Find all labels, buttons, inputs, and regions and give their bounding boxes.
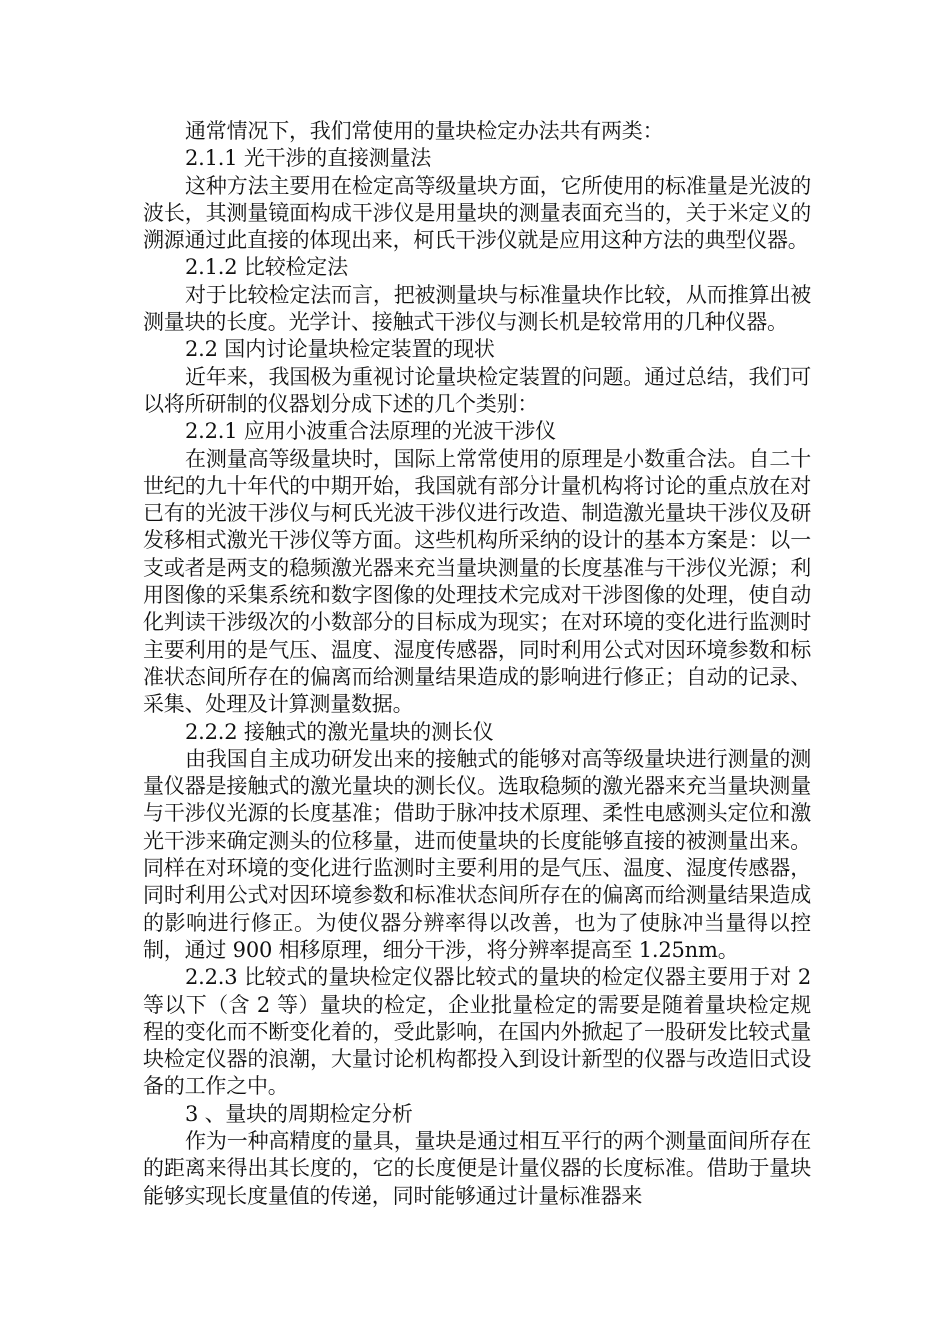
paragraph-periodic-verification: 作为一种高精度的量具，量块是通过相互平行的两个测量面间所存在的距离来得出其长度的，它的长度便是计量仪器的长度标准。借助于量块能够实现长度量值的传递，同时能够通过计量标准器来 (143, 1128, 811, 1208)
paragraph-comparison-method: 对于比较检定法而言，把被测量块与标准量块作比较，从而推算出被测量块的长度。光学计、接触式干涉仪与测长机是较常用的几种仪器。 (143, 282, 811, 335)
paragraph-domestic-status: 近年来，我国极为重视讨论量块检定装置的问题。通过总结，我们可以将所研制的仪器划分成下述的几个类别： (143, 364, 811, 416)
heading-2-1-2: 2.1.2 比较检定法 (185, 255, 348, 280)
heading-3: 3 、量块的周期检定分析 (185, 1101, 413, 1126)
paragraph-intro: 通常情况下，我们常使用的量块检定办法共有两类： (185, 119, 664, 143)
paragraph-comparison-instrument: 2.2.3 比较式的量块检定仪器比较式的量块的检定仪器主要用于对 2 等以下（含 2 等）量块的检定，企业批量检定的需要是随着量块检定规程的变化而不断变化着的，受此影响，在国内外掀起了一股研发比较式量块检定仪器的浪潮，大量讨论机构都投入到设计新型的仪器与改造旧式设备的工作之中。 (143, 965, 811, 1099)
heading-2-2-1: 2.2.1 应用小波重合法原理的光波干涉仪 (185, 419, 556, 444)
paragraph-direct-measurement: 这种方法主要用在检定高等级量块方面，它所使用的标准量是光波的波长，其测量镜面构成干涉仪是用量块的测量表面充当的，关于米定义的溯源通过此直接的体现出来，柯氏干涉仪就是应用这种方法的典型仪器。 (143, 173, 811, 253)
document-page (143, 118, 811, 1210)
heading-2-2-2: 2.2.2 接触式的激光量块的测长仪 (185, 719, 494, 744)
paragraph-interferometer: 在测量高等级量块时，国际上常常使用的原理是小数重合法。自二十世纪的九十年代的中期开始，我国就有部分计量机构将讨论的重点放在对已有的光波干涉仪与柯氏光波干涉仪进行改造、制造激光量块干涉仪及研发移相式激光干涉仪等方面。这些机构所采纳的设计的基本方案是：以一支或者是两支的稳频激光器来充当量块测量的长度基准与干涉仪光源；利用图像的采集系统和数字图像的处理技术完成对干涉图像的处理，使自动化判读干涉级次的小数部分的目标成为现实；在对环境的变化进行监测时主要利用的是气压、温度、湿度传感器，同时利用公式对因环境参数和标准状态间所存在的偏离而给测量结果造成的影响进行修正；自动的记录、采集、处理及计算测量数据。 (143, 446, 811, 717)
paragraph-laser-length-meter: 由我国自主成功研发出来的接触式的能够对高等级量块进行测量的测量仪器是接触式的激光量块的测长仪。选取稳频的激光器来充当量块测量与干涉仪光源的长度基准；借助于脉冲技术原理、柔性电感测头定位和激光干涉来确定测头的位移量，进而使量块的长度能够直接的被测量出来。同样在对环境的变化进行监测时主要利用的是气压、温度、湿度传感器，同时利用公式对因环境参数和标准状态间所存在的偏离而给测量结果造成的影响进行修正。为使仪器分辨率得以改善，也为了使脉冲当量得以控制，通过 900 相移原理，细分干涉，将分辨率提高至 1.25nm。 (143, 746, 811, 962)
heading-2-1-1: 2.1.1 光干涉的直接测量法 (185, 146, 432, 171)
heading-2-2: 2.2 国内讨论量块检定装置的现状 (185, 337, 495, 362)
